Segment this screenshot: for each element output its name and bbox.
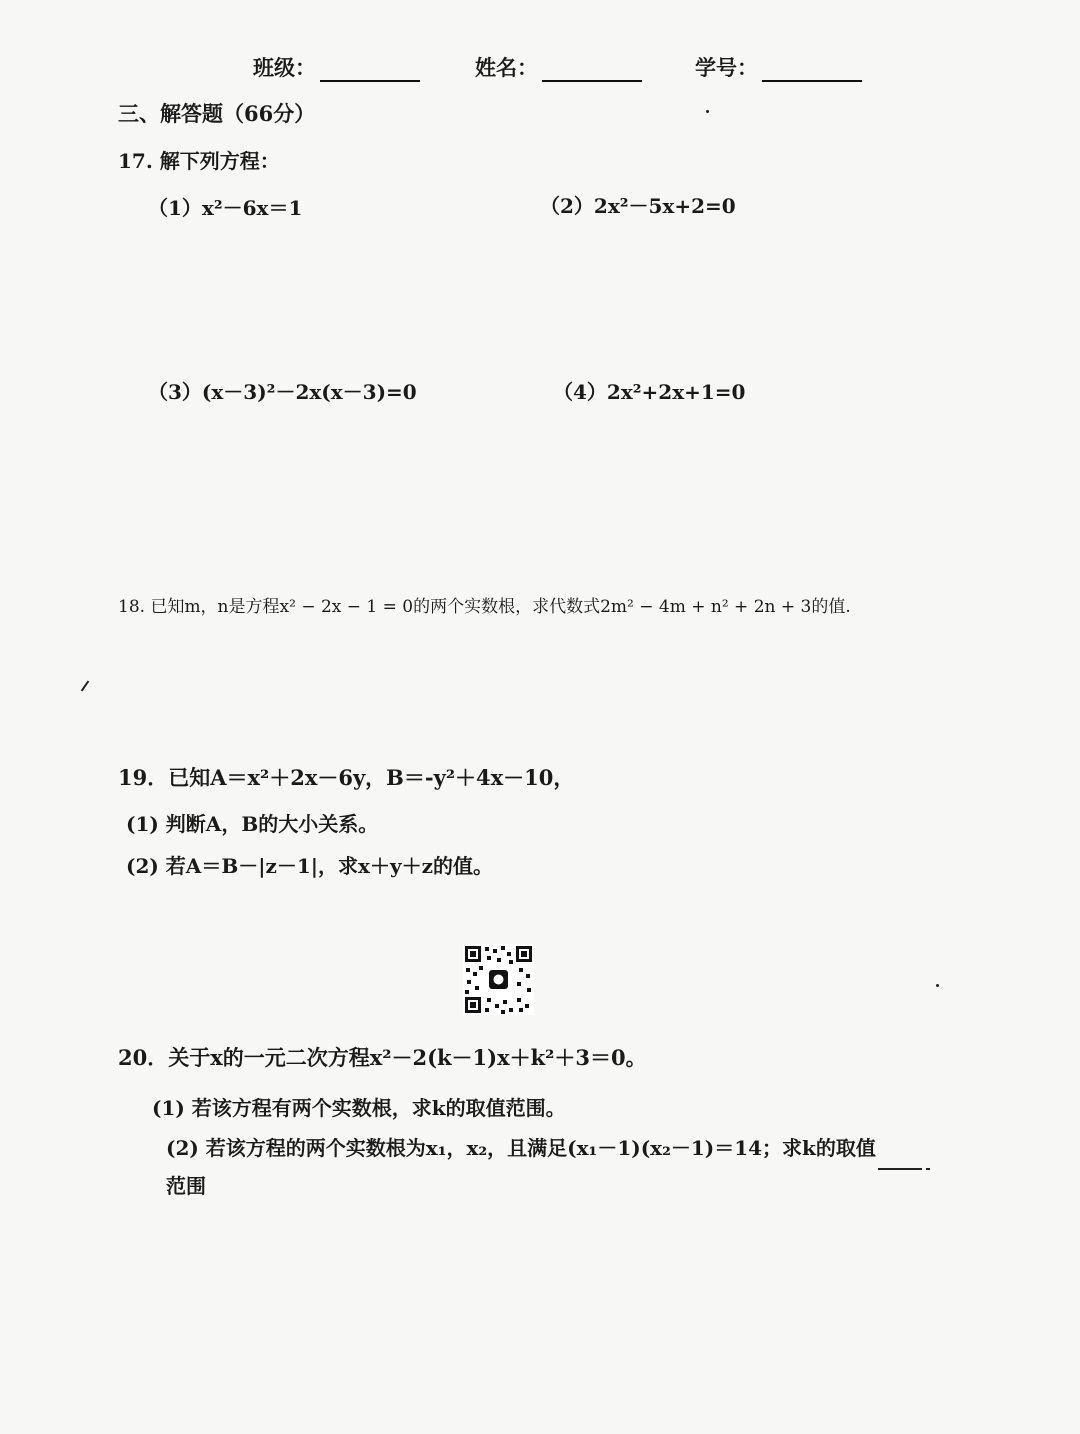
pen-stroke [878, 1168, 922, 1170]
stray-dot [706, 110, 709, 113]
class-label-text: 班级： [253, 55, 316, 80]
q20-part1: (1) 若该方程有两个实数根，求k的取值范围。 [152, 1096, 566, 1120]
id-label [695, 52, 862, 82]
stray-dot-right [936, 984, 939, 987]
q19-part2: (2) 若A＝B－|z－1|，求x＋y＋z的值。 [126, 854, 493, 878]
q20-part2: (2) 若该方程的两个实数根为x₁，x₂，且满足(x₁－1)(x₂－1)＝14；求k的取值 [166, 1136, 876, 1160]
q19-part1: (1) 判断A，B的大小关系。 [126, 812, 379, 836]
name-label [475, 52, 642, 82]
class-label [253, 52, 420, 82]
q17-part3: （3）(x－3)²－2x(x－3)=0 [148, 380, 417, 404]
q17-part1: （1）x²－6x＝1 [148, 196, 303, 220]
q20-part2-continued: 范围 [166, 1174, 206, 1198]
pen-stroke-end [926, 1168, 930, 1170]
q17-number: 17. [118, 149, 153, 173]
pen-mark [81, 681, 90, 692]
q17-part4: （4）2x²+2x+1=0 [553, 380, 746, 404]
q20-stem: 20．关于x的一元二次方程x²－2(k－1)x＋k²＋3＝0。 [118, 1045, 647, 1070]
section-title: 三、解答题（66分） [118, 101, 316, 126]
name-blank[interactable] [542, 58, 642, 82]
name-label-text: 姓名： [475, 55, 538, 80]
id-label-text: 学号： [695, 55, 758, 80]
q18-text: 18. 已知m，n是方程x² − 2x − 1 = 0的两个实数根，求代数式2m² − 4m + n² + 2n + 3的值. [118, 597, 851, 617]
q17-prompt: 解下列方程： [159, 149, 280, 173]
q17-stem [118, 145, 280, 174]
class-blank[interactable] [320, 58, 420, 82]
q19-stem: 19．已知A＝x²＋2x－6y，B＝-y²＋4x－10， [118, 765, 575, 790]
qr-code [463, 944, 534, 1015]
q17-part2: （2）2x²－5x+2=0 [540, 194, 736, 218]
id-blank[interactable] [762, 58, 862, 82]
